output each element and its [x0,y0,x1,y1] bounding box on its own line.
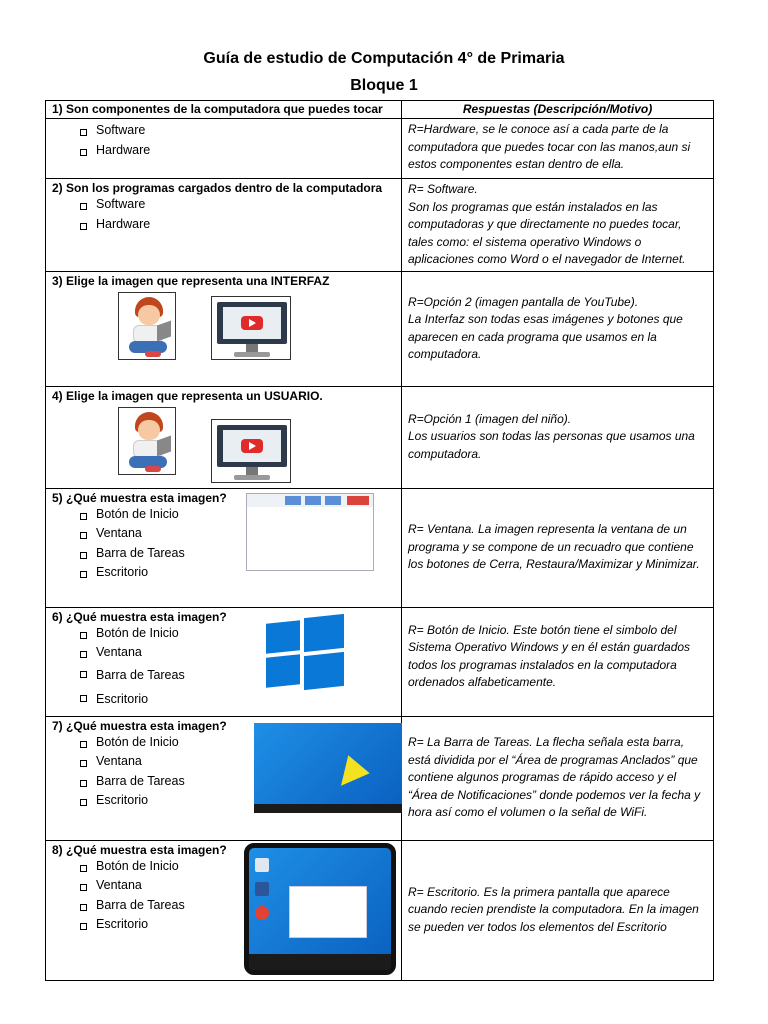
q3-answer: R=Opción 2 (imagen pantalla de YouTube). La Interfaz son todas esas imágenes y botones que aparecen en cada programa que usamos en la computadora. [402,271,714,386]
monitor-youtube-image[interactable] [211,296,291,360]
q2-cell [46,179,402,272]
q1-title: 1) Son componentes de la computadora que puedes tocar [46,101,402,119]
q5-answer: R= Ventana. La imagen representa la ventana de un programa y se compone de un recuadro que contiene los botones de Cerra, Restaura/Maximizar y Minimizar. [402,488,714,607]
q6-option[interactable]: Ventana [52,643,395,663]
q8-option[interactable]: Barra de Tareas [52,896,395,916]
q5-option[interactable]: Botón de Inicio [52,505,395,525]
q4-answer: R=Opción 1 (imagen del niño). Los usuarios son todas las personas que usamos una computadora. [402,386,714,488]
q3-cell [46,271,402,386]
arrow-icon [330,755,369,794]
window-thumbnail [289,886,367,938]
study-guide-table [45,100,714,981]
taskbar [249,954,391,970]
q6-option[interactable]: Barra de Tareas [52,663,395,687]
q7-answer: R= La Barra de Tareas. La flecha señala esta barra, está dividida por el “Área de programas Anclados” que contiene algunos programas de rápido acceso y el “Área de Notificaciones” donde podemos ver la fecha y hora así como el volumen o la señal de WiFi. [402,716,714,840]
q6-title: 6) ¿Qué muestra esta imagen? [52,609,227,624]
kid-image[interactable] [118,292,176,360]
q1-option[interactable]: Hardware [52,141,395,161]
q8-answer: R= Escritorio. Es la primera pantalla que aparece cuando recien prendiste la computadora. En la imagen se pueden ver todos los elementos del Escritorio [402,840,714,980]
q7-option[interactable]: Ventana [52,752,395,772]
q2-answer: R= Software. Son los programas que están instalados en las computadoras y que directamente no puedes tocar, tales como: el sistema operativo Windows o aplicaciones como Word o el navegador de Internet. [402,179,714,272]
q8-option[interactable]: Botón de Inicio [52,857,395,877]
q4-cell [46,386,402,488]
maximize-icon [305,496,321,505]
q1-option[interactable]: Software [52,121,395,141]
window-image[interactable] [246,493,374,571]
page-title: Guía de estudio de Computación 4° de Primaria [203,50,565,67]
q5-option[interactable]: Barra de Tareas [52,544,395,564]
q1-cell [46,119,402,179]
monitor-youtube-image[interactable] [211,419,291,483]
word-icon [255,882,269,896]
restore-icon [325,496,341,505]
q3-title: 3) Elige la imagen que representa una INTERFAZ [52,273,330,288]
q4-title: 4) Elige la imagen que representa un USUARIO. [52,388,323,403]
q6-answer: R= Botón de Inicio. Este botón tiene el simbolo del Sistema Operativo Windows y en él están guardados todos los programas instalados en la computadora ordenados alfabeticamente. [402,607,714,716]
q7-option[interactable]: Escritorio [52,791,395,811]
q2-option[interactable]: Software [52,195,395,215]
page-subtitle: Bloque 1 [350,77,418,94]
q1-answer: R=Hardware, se le conoce así a cada parte de la computadora que puedes tocar con las manos,aun si estos componentes estan dentro de ella. [402,119,714,179]
taskbar [254,804,402,813]
q5-title: 5) ¿Qué muestra esta imagen? [52,490,227,505]
play-icon [241,439,263,453]
q2-option[interactable]: Hardware [52,215,395,235]
q8-cell [46,840,402,980]
q5-option[interactable]: Escritorio [52,563,395,583]
q7-option[interactable]: Barra de Tareas [52,772,395,792]
q2-title: 2) Son los programas cargados dentro de la computadora [52,181,383,195]
close-icon [347,496,369,505]
desktop-image[interactable] [244,843,396,975]
q6-cell [46,607,402,716]
windows-logo-icon[interactable] [266,616,346,692]
q6-option[interactable]: Escritorio [52,687,395,711]
play-icon [241,316,263,330]
recycle-bin-icon [255,858,269,872]
taskbar-image[interactable] [254,723,402,813]
minimize-icon [285,496,301,505]
q6-option[interactable]: Botón de Inicio [52,624,395,644]
q8-title: 8) ¿Qué muestra esta imagen? [52,842,227,857]
chrome-icon [255,906,269,920]
q8-option[interactable]: Ventana [52,876,395,896]
q7-cell [46,716,402,840]
q8-option[interactable]: Escritorio [52,915,395,935]
q7-option[interactable]: Botón de Inicio [52,733,395,753]
kid-image[interactable] [118,407,176,475]
q5-option[interactable]: Ventana [52,524,395,544]
q5-cell [46,488,402,607]
answers-header: Respuestas (Descripción/Motivo) [402,101,714,119]
q7-title: 7) ¿Qué muestra esta imagen? [52,718,227,733]
